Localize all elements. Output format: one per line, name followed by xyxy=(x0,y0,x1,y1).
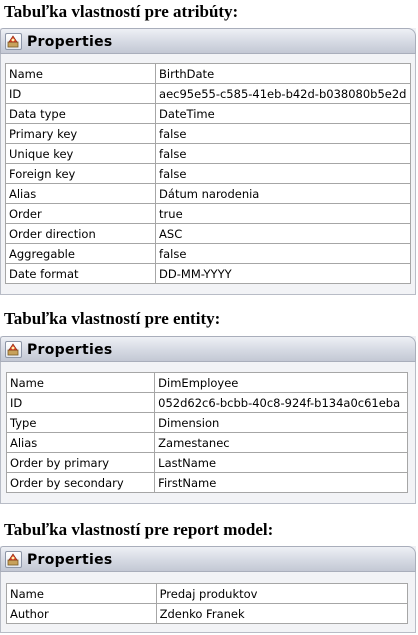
table-row[interactable] xyxy=(7,413,408,433)
properties-panel xyxy=(0,546,416,633)
property-value[interactable]: false xyxy=(156,144,411,164)
property-value[interactable]: aec95e55-c585-41eb-b42d-b038080b5e2d xyxy=(156,84,411,104)
properties-table xyxy=(6,583,408,624)
property-value[interactable]: DD-MM-YYYY xyxy=(156,264,411,284)
section-heading: Tabuľka vlastností pre atribúty: xyxy=(4,2,239,21)
property-value[interactable]: false xyxy=(156,124,411,144)
properties-table xyxy=(6,372,408,493)
table-row[interactable] xyxy=(6,164,411,184)
property-name: Alias xyxy=(6,184,156,204)
property-name: Foreign key xyxy=(6,164,156,184)
table-row[interactable] xyxy=(6,124,411,144)
table-row[interactable] xyxy=(6,144,411,164)
property-name: Order by primary xyxy=(7,453,155,473)
panel-title: Properties xyxy=(27,342,113,358)
property-name: Type xyxy=(7,413,155,433)
table-row[interactable] xyxy=(7,584,408,604)
properties-panel xyxy=(0,336,416,504)
properties-table xyxy=(5,63,411,284)
property-name: Unique key xyxy=(6,144,156,164)
panel-title: Properties xyxy=(27,552,113,568)
panel-titlebar[interactable] xyxy=(0,336,416,362)
property-name: Order by secondary xyxy=(7,473,155,493)
table-row[interactable] xyxy=(6,104,411,124)
table-row[interactable] xyxy=(6,64,411,84)
property-name: Name xyxy=(6,64,156,84)
property-name: Data type xyxy=(6,104,156,124)
table-row[interactable] xyxy=(7,433,408,453)
property-name: Aggregable xyxy=(6,244,156,264)
property-value[interactable]: false xyxy=(156,244,411,264)
table-row[interactable] xyxy=(7,373,408,393)
properties-panel xyxy=(0,28,416,295)
property-value[interactable]: 052d62c6-bcbb-40c8-924f-b134a0c61eba xyxy=(155,393,408,413)
section-heading: Tabuľka vlastností pre entity: xyxy=(4,309,221,328)
property-value[interactable]: FirstName xyxy=(155,473,408,493)
property-value[interactable]: Dátum narodenia xyxy=(156,184,411,204)
property-name: Order xyxy=(6,204,156,224)
panel-titlebar[interactable] xyxy=(0,546,416,572)
property-value[interactable]: true xyxy=(156,204,411,224)
property-name: Date format xyxy=(6,264,156,284)
property-name: Name xyxy=(7,373,155,393)
property-name: ID xyxy=(7,393,155,413)
table-row[interactable] xyxy=(7,453,408,473)
property-value[interactable]: Predaj produktov xyxy=(156,584,407,604)
property-value[interactable]: false xyxy=(156,164,411,184)
table-row[interactable] xyxy=(6,204,411,224)
section-heading: Tabuľka vlastností pre report model: xyxy=(4,520,274,539)
table-row[interactable] xyxy=(6,84,411,104)
property-name: ID xyxy=(6,84,156,104)
properties-icon xyxy=(5,33,22,50)
property-value[interactable]: LastName xyxy=(155,453,408,473)
panel-titlebar[interactable] xyxy=(0,28,416,54)
property-value[interactable]: DateTime xyxy=(156,104,411,124)
property-value[interactable]: Dimension xyxy=(155,413,408,433)
properties-icon xyxy=(5,551,22,568)
property-name: Author xyxy=(7,604,157,624)
property-name: Primary key xyxy=(6,124,156,144)
property-name: Name xyxy=(7,584,157,604)
property-value[interactable]: BirthDate xyxy=(156,64,411,84)
table-row[interactable] xyxy=(6,244,411,264)
table-row[interactable] xyxy=(6,224,411,244)
panel-title: Properties xyxy=(27,34,113,50)
table-row[interactable] xyxy=(7,393,408,413)
property-value[interactable]: Zamestanec xyxy=(155,433,408,453)
table-row[interactable] xyxy=(6,184,411,204)
table-row[interactable] xyxy=(7,473,408,493)
table-row[interactable] xyxy=(7,604,408,624)
property-value[interactable]: Zdenko Franek xyxy=(156,604,407,624)
table-row[interactable] xyxy=(6,264,411,284)
property-value[interactable]: ASC xyxy=(156,224,411,244)
property-value[interactable]: DimEmployee xyxy=(155,373,408,393)
property-name: Order direction xyxy=(6,224,156,244)
property-name: Alias xyxy=(7,433,155,453)
properties-icon xyxy=(5,341,22,358)
